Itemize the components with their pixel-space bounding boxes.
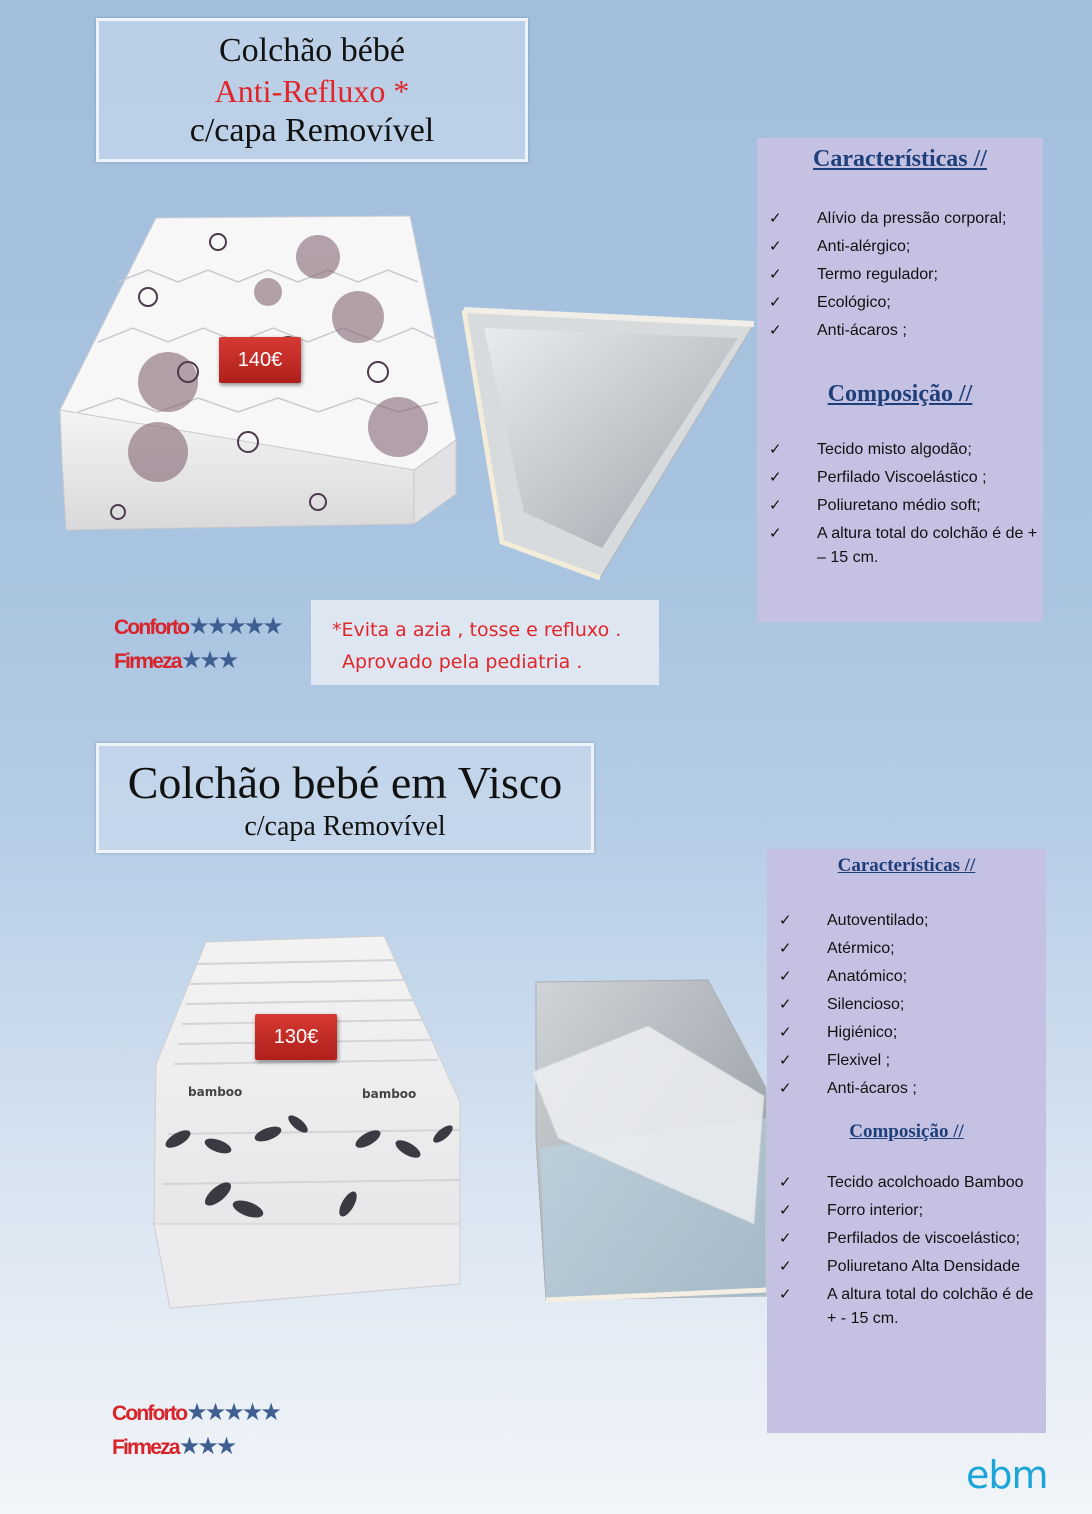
comfort-label: Conforto bbox=[114, 616, 189, 639]
list-item-text: Autoventilado; bbox=[827, 912, 929, 929]
product1-title-box bbox=[96, 18, 528, 162]
product2-spec-panel bbox=[767, 849, 1046, 1433]
product1-subtitle-anti-reflux: Anti-Refluxo * bbox=[214, 73, 410, 109]
product1-subtitle-cover: c/capa Removível bbox=[189, 112, 435, 149]
bamboo-label: bamboo bbox=[362, 1087, 417, 1101]
check-icon: ✓ bbox=[769, 266, 782, 283]
list-item-text: Higiénico; bbox=[827, 1024, 898, 1041]
list-item-text: Tecido acolchoado Bamboo bbox=[827, 1174, 1024, 1191]
list-item bbox=[757, 466, 1043, 490]
list-item-text: Termo regulador; bbox=[817, 266, 938, 283]
product1-note-box bbox=[311, 600, 659, 685]
comfort-label: Conforto bbox=[112, 1402, 187, 1425]
list-item-text: Alívio da pressão corporal; bbox=[817, 210, 1007, 227]
list-item bbox=[757, 291, 1043, 315]
star-icon: ★★★ bbox=[180, 647, 237, 674]
ebm-logo: ebm bbox=[966, 1453, 1048, 1497]
check-icon: ✓ bbox=[779, 1080, 792, 1097]
list-item-text: Silencioso; bbox=[827, 996, 905, 1013]
product2-cover-image bbox=[528, 978, 768, 1304]
composition-title: Composição // bbox=[827, 381, 973, 407]
note-line: *Evita a azia , tosse e refluxo . bbox=[332, 619, 622, 641]
list-item-text: Poliuretano Alta Densidade bbox=[827, 1258, 1021, 1275]
list-item-text: Anti-ácaros ; bbox=[817, 322, 907, 339]
list-item-text: Flexivel ; bbox=[827, 1052, 891, 1069]
list-item bbox=[767, 1227, 1046, 1251]
list-item bbox=[757, 263, 1043, 287]
list-item bbox=[757, 235, 1043, 259]
composition-list bbox=[767, 1171, 1046, 1331]
product2-price-badge: 130€ bbox=[255, 1014, 337, 1060]
characteristics-title: Características // bbox=[837, 855, 976, 876]
list-item bbox=[757, 522, 1043, 570]
check-icon: ✓ bbox=[779, 968, 792, 985]
list-item bbox=[767, 1171, 1046, 1195]
list-item-text: A altura total do colchão é de + – 15 cm. bbox=[817, 525, 1038, 566]
product1-price-badge: 140€ bbox=[219, 337, 301, 383]
list-item-text: Poliuretano médio soft; bbox=[817, 497, 981, 514]
product2-mattress-image bbox=[148, 934, 478, 1314]
comfort-rating bbox=[114, 610, 281, 644]
check-icon: ✓ bbox=[779, 1230, 792, 1247]
check-icon: ✓ bbox=[769, 238, 782, 255]
list-item bbox=[767, 1021, 1046, 1045]
list-item bbox=[757, 438, 1043, 462]
list-item bbox=[757, 319, 1043, 343]
firmness-rating bbox=[112, 1430, 279, 1464]
list-item bbox=[757, 207, 1043, 231]
check-icon: ✓ bbox=[769, 525, 782, 542]
check-icon: ✓ bbox=[779, 1258, 792, 1275]
list-item bbox=[767, 1049, 1046, 1073]
firmness-label: Firmeza bbox=[112, 1436, 179, 1459]
list-item-text: Tecido misto algodão; bbox=[817, 441, 972, 458]
note-line: Aprovado pela pediatria . bbox=[342, 651, 583, 673]
list-item-text: Perfilado Viscoelástico ; bbox=[817, 469, 987, 486]
list-item-text: Perfilados de viscoelástico; bbox=[827, 1230, 1020, 1247]
characteristics-list bbox=[757, 207, 1043, 343]
check-icon: ✓ bbox=[769, 469, 782, 486]
list-item-text: Anatómico; bbox=[827, 968, 908, 985]
firmness-label: Firmeza bbox=[114, 650, 181, 673]
product2-rating bbox=[112, 1396, 279, 1464]
list-item bbox=[757, 494, 1043, 518]
product2-subtitle-cover: c/capa Removível bbox=[244, 811, 446, 842]
composition-list bbox=[757, 438, 1043, 570]
list-item bbox=[767, 1255, 1046, 1279]
composition-title: Composição // bbox=[849, 1121, 964, 1142]
check-icon: ✓ bbox=[779, 1174, 792, 1191]
product1-cover-image bbox=[462, 302, 762, 582]
list-item-text: A altura total do colchão é de + - 15 cm. bbox=[827, 1286, 1034, 1327]
list-item-text: Forro interior; bbox=[827, 1202, 924, 1219]
star-icon: ★★★★★ bbox=[188, 613, 281, 640]
list-item bbox=[767, 965, 1046, 989]
check-icon: ✓ bbox=[779, 912, 792, 929]
check-icon: ✓ bbox=[769, 210, 782, 227]
check-icon: ✓ bbox=[769, 441, 782, 458]
star-icon: ★★★ bbox=[178, 1433, 235, 1460]
product1-spec-panel bbox=[757, 138, 1043, 622]
product2-title-box bbox=[96, 743, 594, 853]
comfort-rating bbox=[112, 1396, 279, 1430]
check-icon: ✓ bbox=[779, 1286, 792, 1303]
characteristics-list bbox=[767, 909, 1046, 1101]
list-item bbox=[767, 1283, 1046, 1331]
check-icon: ✓ bbox=[779, 1202, 792, 1219]
list-item-text: Anti-ácaros ; bbox=[827, 1080, 917, 1097]
list-item bbox=[767, 909, 1046, 933]
product1-title: Colchão bébé bbox=[219, 32, 405, 69]
list-item-text: Anti-alérgico; bbox=[817, 238, 911, 255]
list-item bbox=[767, 993, 1046, 1017]
check-icon: ✓ bbox=[779, 940, 792, 957]
product1-rating bbox=[114, 610, 281, 678]
list-item bbox=[767, 937, 1046, 961]
list-item-text: Atérmico; bbox=[827, 940, 895, 957]
check-icon: ✓ bbox=[769, 322, 782, 339]
list-item-text: Ecológico; bbox=[817, 294, 891, 311]
check-icon: ✓ bbox=[779, 1024, 792, 1041]
firmness-rating bbox=[114, 644, 281, 678]
star-icon: ★★★★★ bbox=[186, 1399, 279, 1426]
check-icon: ✓ bbox=[779, 996, 792, 1013]
check-icon: ✓ bbox=[779, 1052, 792, 1069]
list-item bbox=[767, 1199, 1046, 1223]
product2-title: Colchão bebé em Visco bbox=[127, 757, 563, 808]
list-item bbox=[767, 1077, 1046, 1101]
bamboo-label: bamboo bbox=[188, 1085, 243, 1099]
characteristics-title: Características // bbox=[813, 146, 987, 172]
check-icon: ✓ bbox=[769, 497, 782, 514]
check-icon: ✓ bbox=[769, 294, 782, 311]
